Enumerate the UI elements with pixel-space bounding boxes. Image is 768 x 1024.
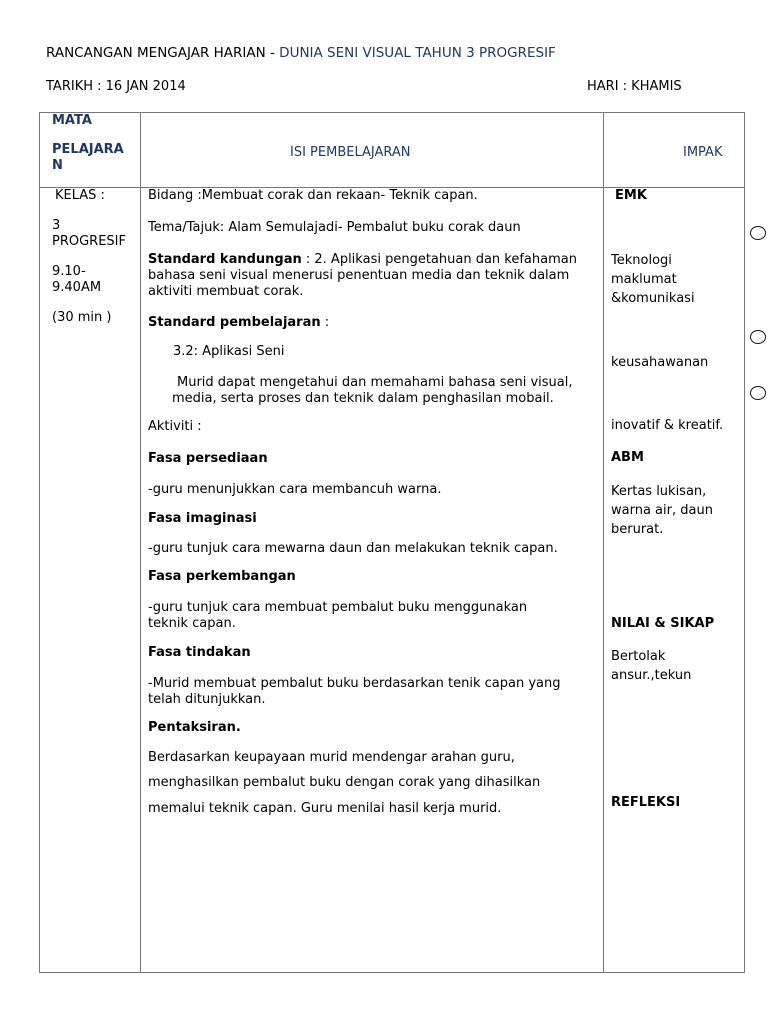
fasa-persediaan-text: -guru menunjukkan cara membancuh warna.: [148, 482, 442, 497]
col-subject-header-1: MATA: [52, 113, 92, 128]
day-label: HARI : KHAMIS: [587, 79, 682, 94]
time-value-1: 9.10-: [52, 264, 86, 279]
col-impact-header: IMPAK: [683, 145, 723, 160]
abm-text: Kertas lukisan, warna air, daun berurat.: [611, 484, 713, 537]
fasa-tindakan-label: Fasa tindakan: [148, 645, 251, 660]
pentaksiran-label: Pentaksiran.: [148, 720, 241, 735]
col-subject-header-2: PELAJARA: [52, 142, 124, 157]
date-label: TARIKH : 16 JAN 2014: [46, 79, 186, 94]
title-prefix: RANCANGAN MENGAJAR HARIAN -: [46, 45, 280, 61]
fasa-persediaan-label: Fasa persediaan: [148, 451, 268, 466]
emk-item-2: keusahawanan: [611, 355, 709, 370]
standard-pembelajaran-colon: :: [320, 315, 330, 330]
emk-item-1: Teknologi maklumat &komunikasi: [611, 253, 695, 306]
duration-value: (30 min ): [52, 310, 112, 325]
col-subject-header-3: N: [52, 158, 63, 173]
class-value-2: PROGRESIF: [52, 234, 126, 249]
title-subject: DUNIA SENI VISUAL TAHUN 3 PROGRESIF: [279, 45, 556, 61]
pentaksiran-line-2: menghasilkan pembalut buku dengan corak yang dihasilkan: [148, 775, 541, 790]
standard-pembelajaran: [148, 315, 329, 331]
nilai-sikap-label: NILAI & SIKAP: [611, 616, 715, 631]
learning-objective: Murid dapat mengetahui dan memahami bahasa seni visual, media, serta proses dan teknik dalam penghasilan mobail.: [172, 375, 573, 406]
refleksi-label: REFLEKSI: [611, 795, 681, 810]
column-divider-right: [603, 112, 604, 973]
class-label: KELAS :: [55, 188, 105, 203]
fasa-tindakan-text: -Murid membuat pembalut buku berdasarkan tenik capan yang telah ditunjukkan.: [148, 676, 561, 707]
time-value-2: 9.40AM: [52, 280, 102, 295]
standard-kandungan: [148, 252, 598, 300]
fasa-perkembangan-text: -guru tunjuk cara membuat pembalut buku menggunakan teknik capan.: [148, 600, 528, 631]
abm-label: ABM: [611, 450, 644, 465]
standard-kandungan-text: : 2. Aplikasi pengetahuan dan kefahaman bahasa seni visual menerusi penentuan media dan teknik dalam aktiviti membuat corak.: [148, 252, 577, 299]
col-content-header: ISI PEMBELAJARAN: [290, 145, 411, 160]
emk-label: EMK: [615, 188, 647, 203]
tema-text: Tema/Tajuk: Alam Semulajadi- Pembalut buku corak daun: [148, 220, 521, 235]
circle-marker-icon[interactable]: [750, 226, 766, 240]
column-divider-left: [140, 112, 141, 973]
emk-item-3: inovatif & kreatif.: [611, 418, 724, 433]
fasa-perkembangan-label: Fasa perkembangan: [148, 569, 296, 584]
bidang-text: Bidang :Membuat corak dan rekaan- Teknik capan.: [148, 188, 478, 203]
standard-kandungan-label: Standard kandungan: [148, 252, 302, 267]
standard-pembelajaran-item: 3.2: Aplikasi Seni: [173, 344, 285, 359]
standard-pembelajaran-label: Standard pembelajaran: [148, 315, 321, 330]
pentaksiran-line-1: Berdasarkan keupayaan murid mendengar arahan guru,: [148, 750, 515, 765]
circle-marker-icon[interactable]: [750, 386, 766, 400]
fasa-imaginasi-label: Fasa imaginasi: [148, 511, 257, 526]
fasa-imaginasi-text: -guru tunjuk cara mewarna daun dan melakukan teknik capan.: [148, 541, 558, 556]
class-value-1: 3: [52, 218, 61, 233]
nilai-sikap-text: Bertolak ansur.,tekun: [611, 649, 692, 683]
pentaksiran-line-3: memalui teknik capan. Guru menilai hasil kerja murid.: [148, 801, 502, 816]
circle-marker-icon[interactable]: [750, 330, 766, 344]
document-title: [46, 45, 556, 61]
aktiviti-label: Aktiviti :: [148, 419, 202, 434]
